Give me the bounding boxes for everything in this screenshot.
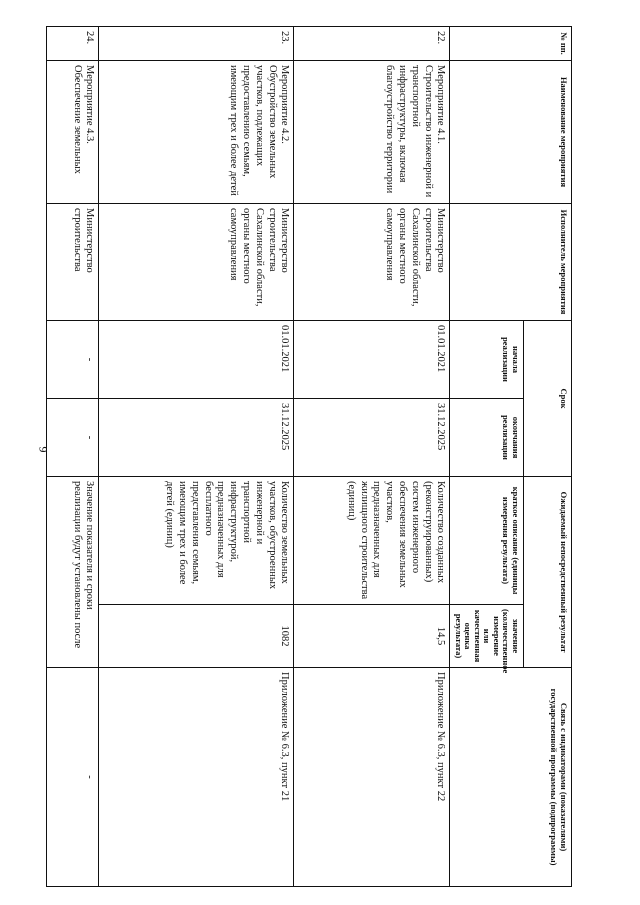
header-executor: Исполнитель мероприятия [450,204,572,321]
header-link: Связь с индикаторами (показателями) государственной программы (подпрограммы) [450,668,572,887]
row-link: Приложение № 6.3, пункт 22 [294,668,450,887]
table-row [99,27,294,887]
header-result-value: значение (количественное измерение или качественная оценка результата) [450,605,524,668]
row-link: - [47,668,99,887]
row-desc: Количество созданных (реконструированных) систем инженерного обеспечения земельных участков, предназначенных для жилищного строительства (единиц) [294,477,450,605]
row-end: 31.12.2025 [294,399,450,477]
row-name: Мероприятие 4.2. Обустройство земельных участков, подлежащих предоставлению семьям, имеющим трех и более детей [99,61,294,204]
header-num: № пп. [450,27,572,61]
row-desc-merged: Значение показателя и сроки реализации будут установлены после [47,477,99,668]
row-value: 14,5 [294,605,450,668]
row-value: 1082 [99,605,294,668]
row-name: Мероприятие 4.1. Строительство инженерной и транспортной инфраструктуры, включая благоустройство территории [294,61,450,204]
row-desc: Количество земельных участков, обустроенных инженерной и транспортной инфраструктурой, предназначенных для бесплатного представления семьям, имеющим трех и более детей (единиц) [99,477,294,605]
row-executor: Министерство строительства Сахалинской области, органы местного самоуправления [294,204,450,321]
header-result: Ожидаемый непосредственный результат [524,477,572,668]
header-term-end: окончания реализации [450,399,524,477]
row-name: Мероприятие 4.3. Обеспечение земельных [47,61,99,204]
row-start: 01.01.2021 [294,321,450,399]
row-executor: Министерство строительства [47,204,99,321]
row-executor: Министерство строительства Сахалинской области, органы местного самоуправления [99,204,294,321]
header-term-start: начала реализации [450,321,524,399]
row-start: 01.01.2021 [99,321,294,399]
header-name: Наименование мероприятия [450,61,572,204]
row-start: - [47,321,99,399]
row-num: 24. [47,27,99,61]
row-num: 23. [99,27,294,61]
activities-table [46,26,572,887]
page-number: 9 [36,446,51,453]
row-end: 31.12.2025 [99,399,294,477]
table-row [294,27,450,887]
header-term: Срок [524,321,572,477]
row-num: 22. [294,27,450,61]
row-link: Приложение № 6.3, пункт 21 [99,668,294,887]
table-row [47,27,99,887]
header-result-desc: краткое описание (единицы измерения результата) [450,477,524,605]
row-end: - [47,399,99,477]
rotated-sheet [69,26,572,886]
